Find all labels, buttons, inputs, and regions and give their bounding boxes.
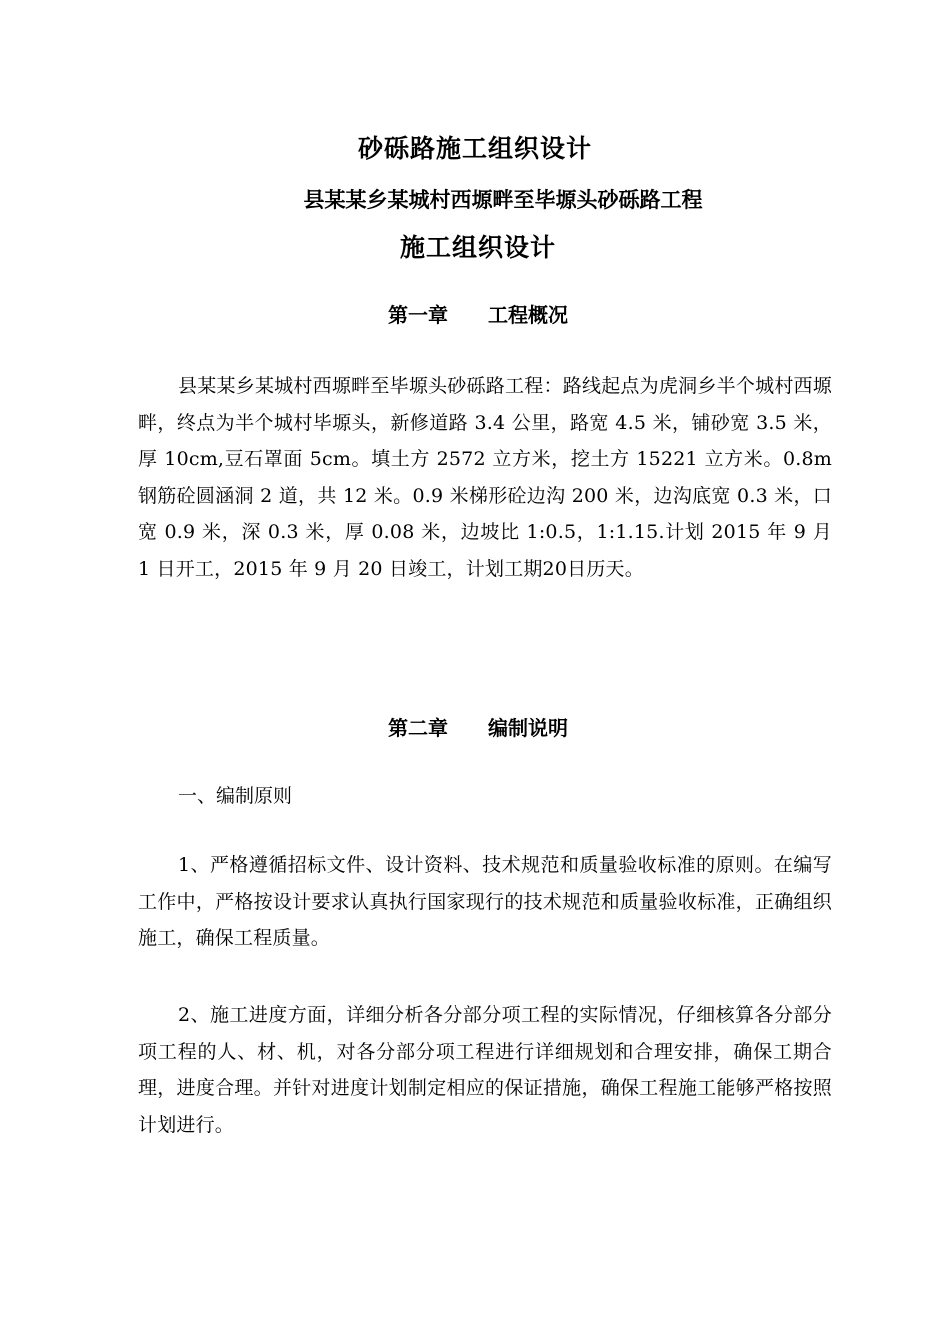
document-title: 砂砾路施工组织设计: [357, 134, 592, 163]
section-1-heading: 一、编制原则: [178, 785, 293, 807]
chapter-1-heading: 第一章 工程概况: [388, 303, 568, 327]
project-overview-paragraph: 县某某乡某城村西塬畔至毕塬头砂砾路工程：路线起点为虎洞乡半个城村西塬畔，终点为半个城村毕塬头，新修道路 3.4 公里，路宽 4.5 米，铺砂宽 3.5 米，厚 10cm,豆石罩面 5cm。填土方 2572 立方米，挖土方 15221 立方米。0.8m 钢筋砼圆涵洞 2 道，共 12 米。0.9 米梯形砼边沟 200 米，边沟底宽 0.3 米，口宽 0.9 米，深 0.3 米，厚 0.08 米，边坡比 1:0.5，1:1.15.计划 2015 年 9 月 1 日开工，2015 年 9 月 20 日竣工，计划工期20日历天。: [138, 375, 832, 580]
project-name-title: 县某某乡某城村西塬畔至毕塬头砂砾路工程: [303, 188, 703, 212]
principle-item-2: 2、施工进度方面，详细分析各分部分项工程的实际情况，仔细核算各分部分项工程的人、材、机，对各分部分项工程进行详细规划和合理安排，确保工期合理，进度合理。并针对进度计划制定相应的保证措施，确保工程施工能够严格按照计划进行。: [138, 1004, 832, 1136]
design-subtitle: 施工组织设计: [399, 233, 556, 262]
chapter-2-heading: 第二章 编制说明: [388, 716, 568, 740]
principle-item-1: 1、严格遵循招标文件、设计资料、技术规范和质量验收标准的原则。在编写工作中，严格按设计要求认真执行国家现行的技术规范和质量验收标准，正确组织施工，确保工程质量。: [138, 854, 832, 950]
